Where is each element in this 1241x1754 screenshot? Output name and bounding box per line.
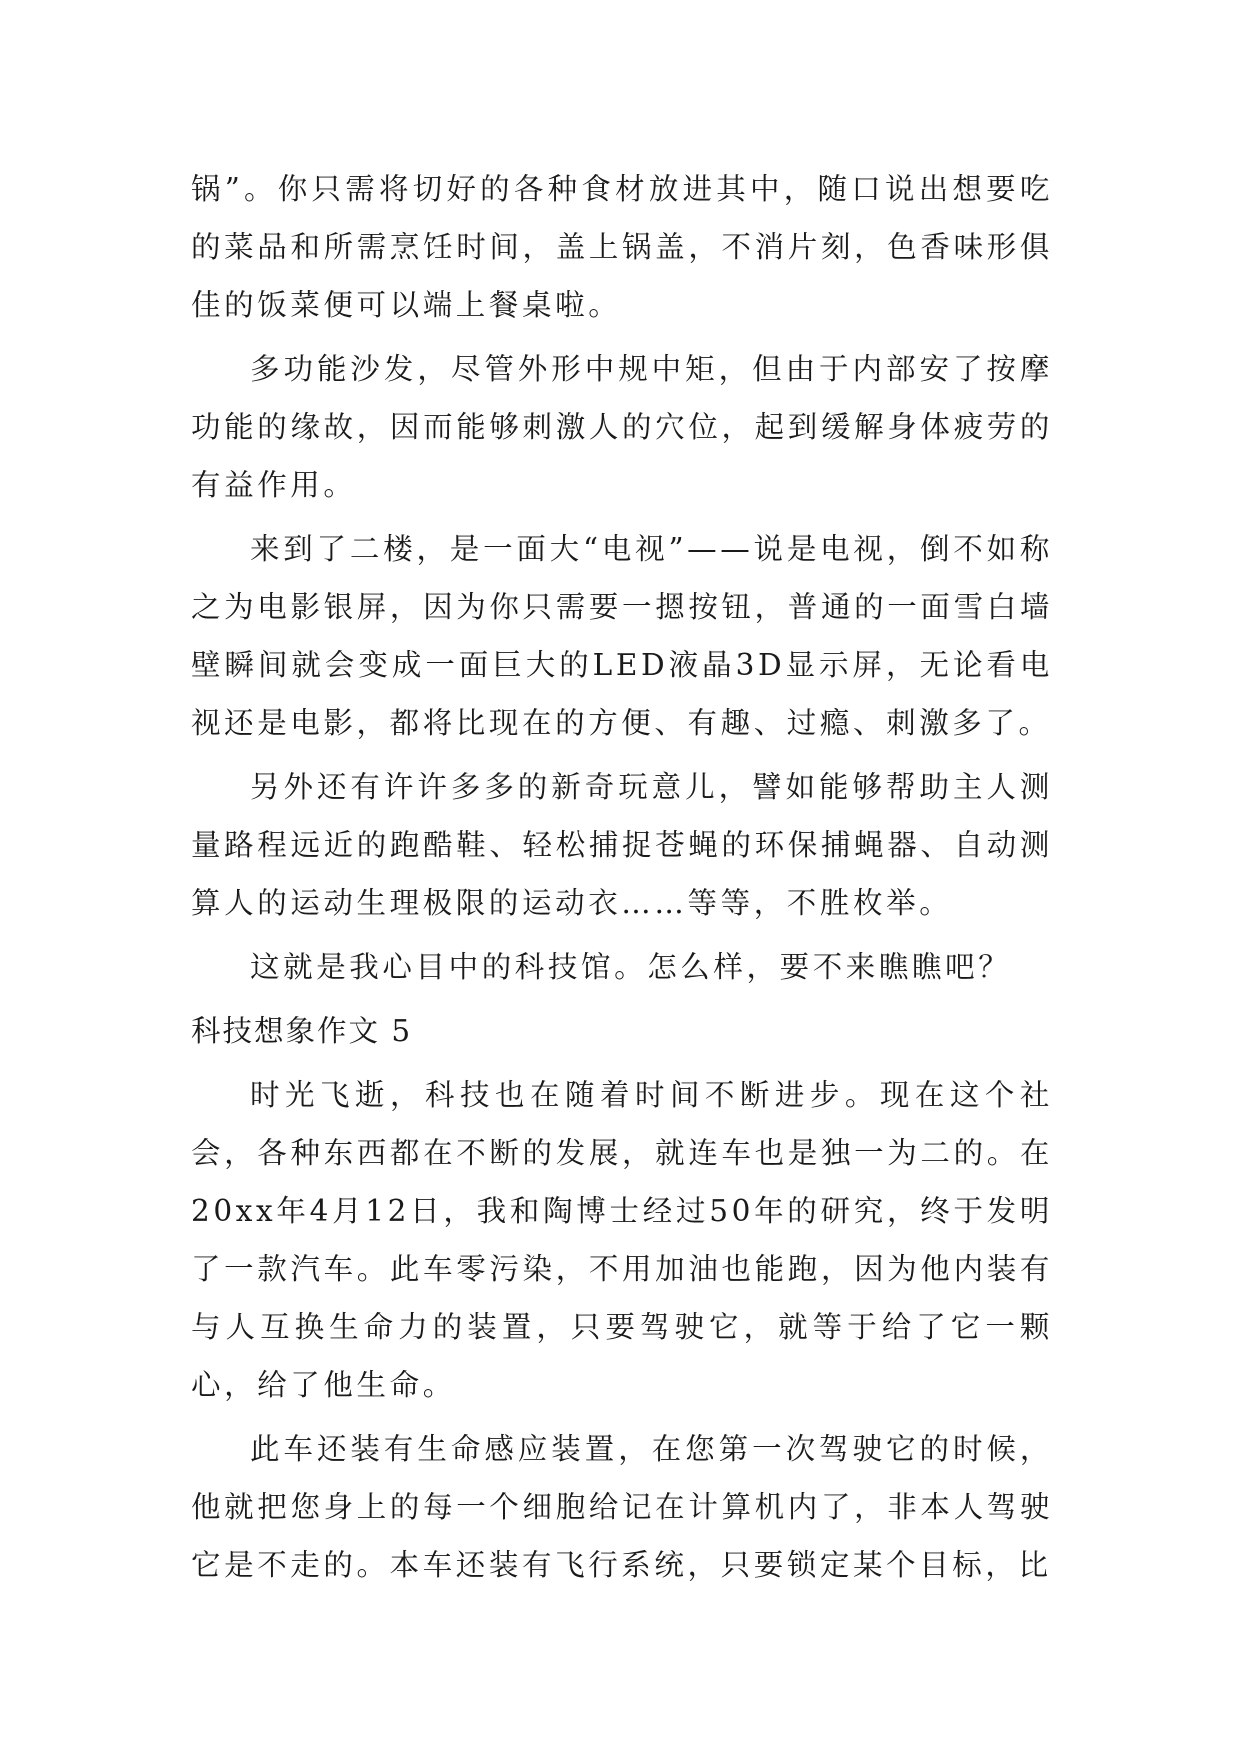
paragraph-closing: 这就是我心目中的科技馆。怎么样，要不来瞧瞧吧？ [250,950,1012,984]
paragraph-car-intro: 时光飞逝，科技也在随着时间不断进步。现在这个社会，各种东西都在不断的发展，就连车也是独一为二的。在20xx年4月12日，我和陶博士经过50年的研究，终于发明了一款汽车。此车零污染，不用加油也能跑，因为他内装有与人互换生命力的装置，只要驾驶它，就等于给了它一颗心，给了他生命。 [191,1078,1053,1402]
paragraph-sofa: 多功能沙发，尽管外形中规中矩，但由于内部安了按摩功能的缘故，因而能够刺激人的穴位，起到缓解身体疲劳的有益作用。 [191,352,1053,502]
section-heading: 科技想象作文 5 [191,1014,413,1048]
paragraph-car-features: 此车还装有生命感应装置，在您第一次驾驶它的时候，他就把您身上的每一个细胞给记在计算机内了，非本人驾驶它是不走的。本车还装有飞行系统，只要锁定某个目标，比 [191,1432,1053,1582]
paragraph-gadgets: 另外还有许许多多的新奇玩意儿，譬如能够帮助主人测量路程远近的跑酷鞋、轻松捕捉苍蝇的环保捕蝇器、自动测算人的运动生理极限的运动衣……等等，不胜枚举。 [191,770,1053,920]
paragraph-continued: 锅”。你只需将切好的各种食材放进其中，随口说出想要吃的菜品和所需烹饪时间，盖上锅盖，不消片刻，色香味形俱佳的饭菜便可以端上餐桌啦。 [191,172,1053,322]
document-body [191,160,1053,1600]
paragraph-tv: 来到了二楼，是一面大“电视”——说是电视，倒不如称之为电影银屏，因为你只需要一摁按钮，普通的一面雪白墙壁瞬间就会变成一面巨大的LED液晶3D显示屏，无论看电视还是电影，都将比现在的方便、有趣、过瘾、刺激多了。 [191,532,1053,740]
